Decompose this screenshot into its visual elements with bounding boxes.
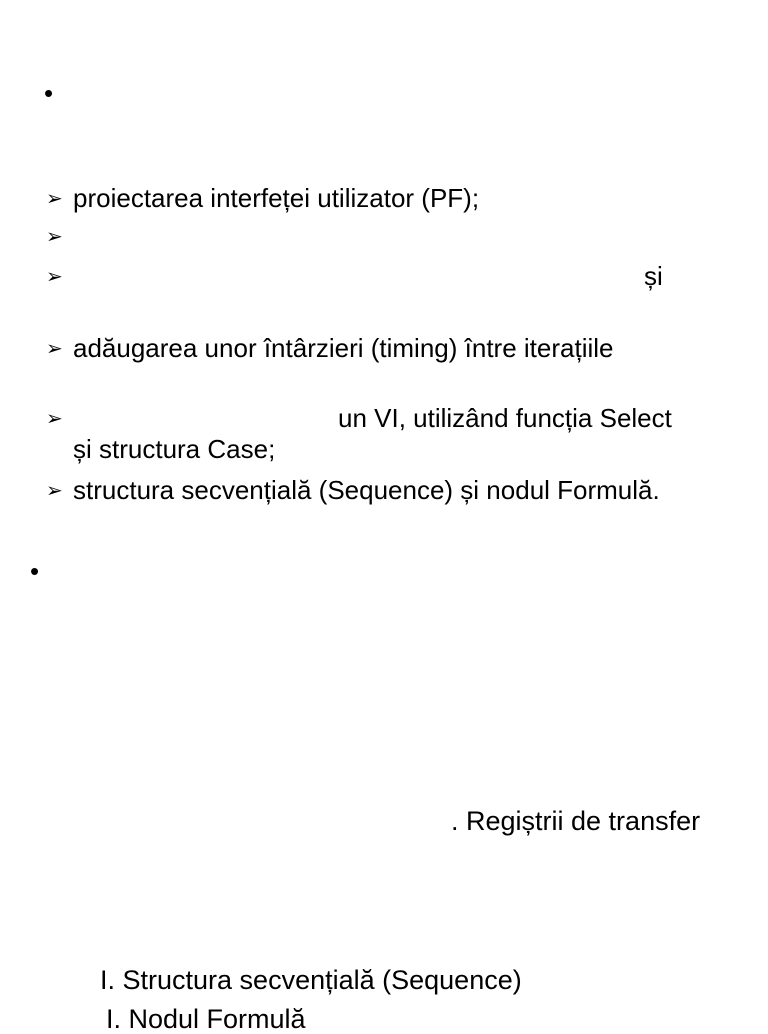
arrow-bullet-icon: ➢ bbox=[46, 186, 63, 210]
arrow-bullet-icon: ➢ bbox=[46, 336, 63, 360]
list-item-interface-design: proiectarea interfeței utilizator (PF); bbox=[73, 183, 480, 213]
list-item-fragment-si: și bbox=[644, 261, 663, 291]
section-heading-sequence: I. Structura secvențială (Sequence) bbox=[100, 965, 522, 995]
arrow-bullet-icon: ➢ bbox=[46, 264, 63, 288]
list-item-sequence-formula: structura secvențială (Sequence) și nodul Formulă. bbox=[73, 475, 660, 505]
list-item-timing: adăugarea unor întârzieri (timing) între iterațiile bbox=[73, 333, 614, 363]
registers-heading: . Regiștrii de transfer bbox=[451, 806, 701, 836]
arrow-bullet-icon: ➢ bbox=[46, 478, 63, 502]
arrow-bullet-icon: ➢ bbox=[46, 406, 63, 430]
section-heading-formula-node: I. Nodul Formulă bbox=[106, 1004, 306, 1034]
list-item-select-function-cont: și structura Case; bbox=[73, 434, 276, 464]
list-item-select-function: un VI, utilizând funcția Select bbox=[338, 403, 672, 433]
arrow-bullet-icon: ➢ bbox=[46, 224, 63, 248]
bullet-top: • bbox=[44, 78, 54, 108]
bullet-middle: • bbox=[30, 556, 40, 586]
